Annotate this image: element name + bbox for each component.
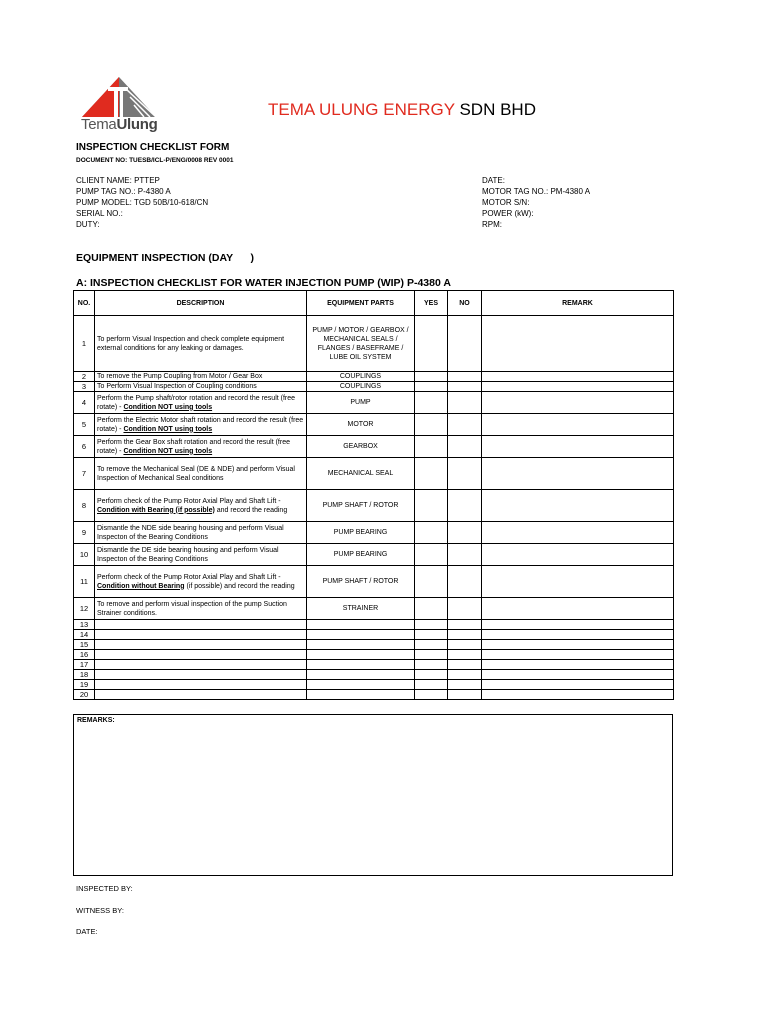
- row-yes-cell[interactable]: [415, 670, 448, 680]
- header-equipment-parts: EQUIPMENT PARTS: [307, 291, 415, 316]
- table-row: [74, 566, 674, 598]
- row-equipment-parts: [307, 690, 415, 700]
- row-equipment-parts: [307, 670, 415, 680]
- row-number: 2: [74, 372, 95, 382]
- table-row: [74, 620, 674, 630]
- row-no-cell[interactable]: [448, 650, 482, 660]
- description-text: Perform the Electric Motor shaft rotation and record the result (free rotate) -: [97, 416, 304, 433]
- row-description: [95, 372, 307, 382]
- row-no-cell[interactable]: [448, 630, 482, 640]
- row-yes-cell[interactable]: [415, 522, 448, 544]
- description-text: To perform Visual Inspection and check complete equipment external conditions for any leaking or damages.: [97, 335, 285, 352]
- row-number: 20: [74, 690, 95, 700]
- row-no-cell[interactable]: [448, 640, 482, 650]
- remarks-label: REMARKS:: [77, 717, 115, 724]
- header-description: DESCRIPTION: [95, 291, 307, 316]
- row-equipment-parts: [307, 620, 415, 630]
- row-number: 4: [74, 392, 95, 414]
- description-tail: (if possible) and record the reading: [184, 582, 295, 590]
- row-number: 3: [74, 382, 95, 392]
- row-equipment-parts: [307, 640, 415, 650]
- table-row: [74, 660, 674, 670]
- row-description: [95, 458, 307, 490]
- row-description: [95, 382, 307, 392]
- header-yes: YES: [415, 291, 448, 316]
- rpm: RPM:: [482, 220, 502, 229]
- table-header-row: [74, 291, 674, 316]
- row-remark-cell[interactable]: [482, 680, 674, 690]
- row-remark-cell[interactable]: [482, 414, 674, 436]
- table-row: [74, 458, 674, 490]
- row-equipment-parts: PUMP SHAFT / ROTOR: [307, 490, 415, 522]
- table-row: [74, 598, 674, 620]
- row-no-cell[interactable]: [448, 660, 482, 670]
- logo-wordmark: TemaUlung: [81, 116, 158, 133]
- row-description: [95, 640, 307, 650]
- row-description: [95, 544, 307, 566]
- document-number: DOCUMENT NO: TUESB/ICL-P/ENG/0008 REV 0001: [76, 157, 234, 164]
- row-remark-cell[interactable]: [482, 566, 674, 598]
- description-text: Dismantle the DE side bearing housing and perform Visual Inspecton of the Bearing Conditions: [97, 546, 279, 563]
- row-no-cell[interactable]: [448, 382, 482, 392]
- table-row: [74, 670, 674, 680]
- row-yes-cell[interactable]: [415, 414, 448, 436]
- row-number: 13: [74, 620, 95, 630]
- row-equipment-parts: STRAINER: [307, 598, 415, 620]
- row-no-cell[interactable]: [448, 490, 482, 522]
- row-number: 12: [74, 598, 95, 620]
- row-description: [95, 598, 307, 620]
- row-yes-cell[interactable]: [415, 436, 448, 458]
- description-condition: Condition with Bearing (if possible): [97, 506, 215, 514]
- table-row: [74, 630, 674, 640]
- date-field: DATE:: [482, 176, 505, 185]
- row-yes-cell[interactable]: [415, 566, 448, 598]
- row-equipment-parts: GEARBOX: [307, 436, 415, 458]
- row-remark-cell[interactable]: [482, 316, 674, 372]
- row-number: 15: [74, 640, 95, 650]
- client-name: CLIENT NAME: PTTEP: [76, 176, 160, 185]
- table-row: [74, 414, 674, 436]
- header-no-col: NO: [448, 291, 482, 316]
- row-number: 11: [74, 566, 95, 598]
- table-row: [74, 490, 674, 522]
- description-text: To remove the Mechanical Seal (DE & NDE) and perform Visual Inspection of Mechanical Seal conditions: [97, 465, 295, 482]
- row-number: 8: [74, 490, 95, 522]
- row-yes-cell[interactable]: [415, 544, 448, 566]
- table-row: [74, 522, 674, 544]
- row-equipment-parts: PUMP BEARING: [307, 544, 415, 566]
- row-remark-cell[interactable]: [482, 690, 674, 700]
- row-equipment-parts: PUMP SHAFT / ROTOR: [307, 566, 415, 598]
- table-row: [74, 316, 674, 372]
- row-remark-cell[interactable]: [482, 650, 674, 660]
- row-yes-cell[interactable]: [415, 660, 448, 670]
- row-description: [95, 650, 307, 660]
- row-number: 5: [74, 414, 95, 436]
- table-row: [74, 690, 674, 700]
- row-description: [95, 522, 307, 544]
- row-yes-cell[interactable]: [415, 640, 448, 650]
- pump-model: PUMP MODEL: TGD 50B/10-618/CN: [76, 198, 209, 207]
- row-description: [95, 316, 307, 372]
- row-remark-cell[interactable]: [482, 392, 674, 414]
- row-remark-cell[interactable]: [482, 436, 674, 458]
- row-number: 19: [74, 680, 95, 690]
- row-equipment-parts: PUMP BEARING: [307, 522, 415, 544]
- header-no: NO.: [74, 291, 95, 316]
- inspected-by: INSPECTED BY:: [76, 884, 133, 893]
- row-remark-cell[interactable]: [482, 458, 674, 490]
- row-yes-cell[interactable]: [415, 690, 448, 700]
- row-no-cell[interactable]: [448, 316, 482, 372]
- row-remark-cell[interactable]: [482, 382, 674, 392]
- row-no-cell[interactable]: [448, 436, 482, 458]
- table-row: [74, 436, 674, 458]
- row-no-cell[interactable]: [448, 670, 482, 680]
- company-name: TEMA ULUNG ENERGY SDN BHD: [268, 100, 536, 119]
- row-yes-cell[interactable]: [415, 382, 448, 392]
- description-condition: Condition NOT using tools: [123, 403, 213, 411]
- row-number: 16: [74, 650, 95, 660]
- row-no-cell[interactable]: [448, 414, 482, 436]
- description-text: Perform check of the Pump Rotor Axial Play and Shaft Lift -: [97, 573, 281, 581]
- inspection-checklist-table: [73, 290, 674, 700]
- duty: DUTY:: [76, 220, 100, 229]
- serial-no: SERIAL NO.:: [76, 209, 123, 218]
- row-number: 14: [74, 630, 95, 640]
- header-remark: REMARK: [482, 291, 674, 316]
- description-text: Dismantle the NDE side bearing housing and perform Visual Inspecton of the Bearing Conditions: [97, 524, 284, 541]
- row-remark-cell[interactable]: [482, 544, 674, 566]
- row-remark-cell[interactable]: [482, 490, 674, 522]
- table-row: [74, 544, 674, 566]
- row-yes-cell[interactable]: [415, 650, 448, 660]
- row-no-cell[interactable]: [448, 620, 482, 630]
- row-yes-cell[interactable]: [415, 620, 448, 630]
- equipment-inspection-heading: EQUIPMENT INSPECTION (DAY ): [76, 252, 254, 264]
- description-condition: Condition NOT using tools: [123, 447, 213, 455]
- table-row: [74, 382, 674, 392]
- table-row: [74, 680, 674, 690]
- row-equipment-parts: MECHANICAL SEAL: [307, 458, 415, 490]
- row-yes-cell[interactable]: [415, 458, 448, 490]
- row-number: 18: [74, 670, 95, 680]
- row-equipment-parts: PUMP / MOTOR / GEARBOX / MECHANICAL SEALS / FLANGES / BASEFRAME / LUBE OIL SYSTEM: [307, 316, 415, 372]
- description-text: Perform check of the Pump Rotor Axial Play and Shaft Lift -: [97, 497, 281, 505]
- row-no-cell[interactable]: [448, 458, 482, 490]
- description-text: To remove and perform visual inspection of the pump Suction Strainer conditions.: [97, 600, 287, 617]
- row-description: [95, 566, 307, 598]
- motor-info: [482, 175, 590, 230]
- row-description: [95, 436, 307, 458]
- pump-tag-no: PUMP TAG NO.: P-4380 A: [76, 187, 171, 196]
- description-condition: Condition NOT using tools: [123, 425, 213, 433]
- row-number: 6: [74, 436, 95, 458]
- row-yes-cell[interactable]: [415, 372, 448, 382]
- row-number: 9: [74, 522, 95, 544]
- row-yes-cell[interactable]: [415, 598, 448, 620]
- row-no-cell[interactable]: [448, 680, 482, 690]
- row-remark-cell[interactable]: [482, 598, 674, 620]
- table-row: [74, 392, 674, 414]
- row-description: [95, 620, 307, 630]
- row-equipment-parts: [307, 630, 415, 640]
- row-remark-cell[interactable]: [482, 620, 674, 630]
- row-remark-cell[interactable]: [482, 640, 674, 650]
- row-no-cell[interactable]: [448, 522, 482, 544]
- row-no-cell[interactable]: [448, 566, 482, 598]
- row-yes-cell[interactable]: [415, 680, 448, 690]
- power-kw: POWER (kW):: [482, 209, 534, 218]
- logo-roof-red: [82, 77, 119, 117]
- row-remark-cell[interactable]: [482, 630, 674, 640]
- row-number: 7: [74, 458, 95, 490]
- row-description: [95, 490, 307, 522]
- row-yes-cell[interactable]: [415, 490, 448, 522]
- row-description: [95, 690, 307, 700]
- row-equipment-parts: COUPLINGS: [307, 382, 415, 392]
- row-no-cell[interactable]: [448, 392, 482, 414]
- description-text: To remove the Pump Coupling from Motor / Gear Box: [97, 373, 263, 380]
- table-row: [74, 372, 674, 382]
- section-heading: A: INSPECTION CHECKLIST FOR WATER INJECTION PUMP (WIP) P-4380 A: [76, 277, 451, 289]
- row-equipment-parts: PUMP: [307, 392, 415, 414]
- row-description: [95, 392, 307, 414]
- row-remark-cell[interactable]: [482, 670, 674, 680]
- motor-tag-no: MOTOR TAG NO.: PM-4380 A: [482, 187, 591, 196]
- row-remark-cell[interactable]: [482, 372, 674, 382]
- row-description: [95, 630, 307, 640]
- signoff-date: DATE:: [76, 927, 98, 936]
- row-yes-cell[interactable]: [415, 392, 448, 414]
- row-equipment-parts: [307, 650, 415, 660]
- row-remark-cell[interactable]: [482, 522, 674, 544]
- row-description: [95, 670, 307, 680]
- row-equipment-parts: [307, 660, 415, 670]
- description-tail: and record the reading: [214, 506, 288, 514]
- row-no-cell[interactable]: [448, 598, 482, 620]
- table-row: [74, 640, 674, 650]
- row-description: [95, 680, 307, 690]
- row-number: 17: [74, 660, 95, 670]
- row-equipment-parts: COUPLINGS: [307, 372, 415, 382]
- row-no-cell[interactable]: [448, 690, 482, 700]
- row-yes-cell[interactable]: [415, 316, 448, 372]
- description-text: Perform the Pump shaft/rotor rotation and record the result (free rotate) -: [97, 394, 296, 411]
- row-no-cell[interactable]: [448, 544, 482, 566]
- witness-by: WITNESS BY:: [76, 906, 124, 915]
- row-remark-cell[interactable]: [482, 660, 674, 670]
- row-equipment-parts: [307, 680, 415, 690]
- form-title: INSPECTION CHECKLIST FORM: [76, 142, 230, 153]
- description-text: To Perform Visual Inspection of Coupling conditions: [97, 383, 257, 390]
- table-row: [74, 650, 674, 660]
- description-text: Perform the Gear Box shaft rotation and record the result (free rotate) -: [97, 438, 290, 455]
- motor-sn: MOTOR S/N:: [482, 198, 530, 207]
- row-equipment-parts: MOTOR: [307, 414, 415, 436]
- row-no-cell[interactable]: [448, 372, 482, 382]
- remarks-box[interactable]: [73, 714, 673, 876]
- row-number: 1: [74, 316, 95, 372]
- row-yes-cell[interactable]: [415, 630, 448, 640]
- row-description: [95, 414, 307, 436]
- row-description: [95, 660, 307, 670]
- description-condition: Condition without Bearing: [97, 582, 185, 590]
- pump-info: [76, 175, 208, 230]
- row-number: 10: [74, 544, 95, 566]
